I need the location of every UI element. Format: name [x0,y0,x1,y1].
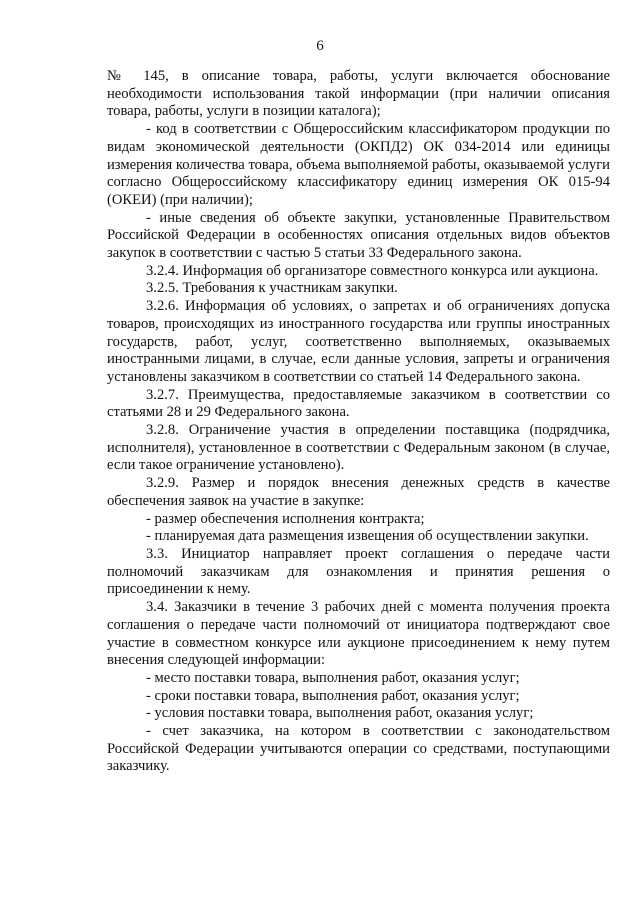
paragraph: - место поставки товара, выполнения работ, оказания услуг; [146,669,520,686]
document-body [107,68,610,776]
paragraph: 3.2.9. Размер и порядок внесения денежных средств в качестве обеспечения заявок на участие в закупке: [107,475,610,509]
paragraph: - код в соответствии с Общероссийским классификатором продукции по видам экономической деятельности (ОКПД2) ОК 034-2014 или единицы измерения количества товара, объема выполняемой работы, оказываемой услуги согласно Общероссийскому классификатору единиц измерения ОК 015-94 (ОКЕИ) (при наличии); [107,121,610,208]
paragraph: - счет заказчика, на котором в соответствии с законодательством Российской Федерации учитываются операции со средствами, поступающими заказчику. [107,723,610,775]
paragraph: 3.2.5. Требования к участникам закупки. [146,280,398,297]
paragraph: 3.2.4. Информация об организаторе совместного конкурса или аукциона. [146,262,599,279]
paragraph: 3.4. Заказчики в течение 3 рабочих дней с момента получения проекта соглашения о передаче части полномочий от инициатора подтверждают свое участие в совместном конкурсе или аукционе присоединением к нему путем внесения следующей информации: [107,599,610,669]
paragraph: - сроки поставки товара, выполнения работ, оказания услуг; [146,687,520,704]
paragraph: 3.2.7. Преимущества, предоставляемые заказчиком в соответствии со статьями 28 и 29 Федерального закона. [107,386,610,421]
paragraph: - условия поставки товара, выполнения работ, оказания услуг; [146,705,534,722]
paragraph: - иные сведения об объекте закупки, установленные Правительством Российской Федерации в особенностях описания отдельных видов объектов закупок в соответствии с частью 5 статьи 33 Федерального закона. [107,209,610,262]
paragraph: - планируемая дата размещения извещения об осуществлении закупки. [146,528,589,545]
paragraph: № 145, в описание товара, работы, услуги включается обоснование необходимости использования такой информации (при наличии описания товара, работы, услуги в позиции каталога); [107,68,610,120]
paragraph: 3.2.6. Информация об условиях, о запретах и об ограничениях допуска товаров, происходящих из иностранного государства или группы иностранных государств, работ, услуг, соответственно выполняемых, оказываемых иностранными лицами, в случае, если данные условия, запреты и ограничения установлены заказчиком в соответствии со статьей 14 Федерального закона. [107,298,610,385]
paragraph: - размер обеспечения исполнения контракта; [146,510,425,527]
paragraph: 3.2.8. Ограничение участия в определении поставщика (подрядчика, исполнителя), установленное в соответствии с Федеральным законом (в случае, если такое ограничение установлено). [107,422,610,474]
page-number: 6 [316,38,324,54]
paragraph: 3.3. Инициатор направляет проект соглашения о передаче части полномочий заказчикам для ознакомления и принятия решения о присоединении к нему. [107,545,610,598]
